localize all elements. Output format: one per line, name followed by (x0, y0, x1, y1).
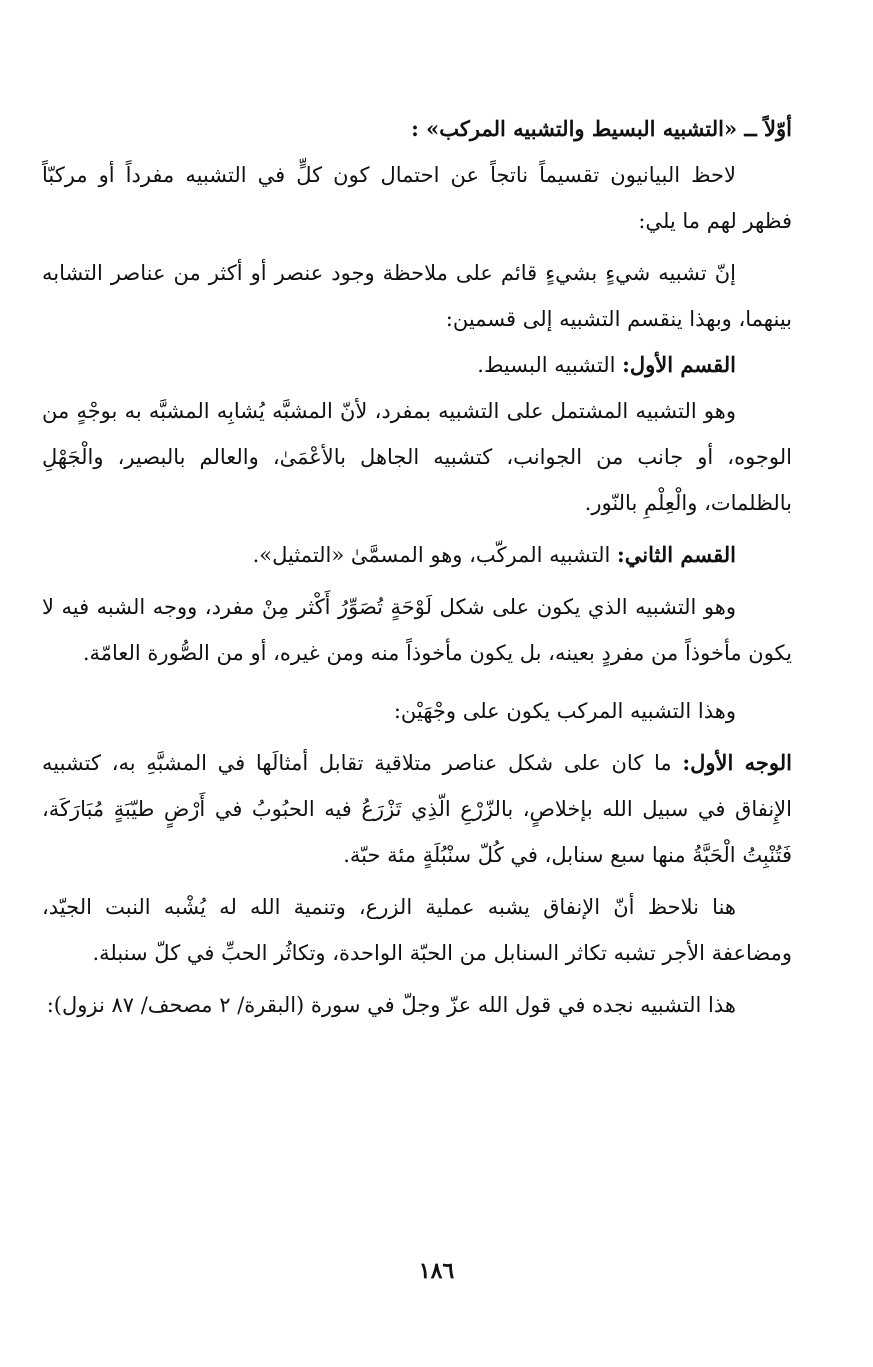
subsection-second-text: التشبيه المركّب، وهو المسمَّىٰ «التمثيل». (252, 543, 611, 567)
page-number: ١٨٦ (418, 1258, 455, 1284)
paragraph-simple-definition: وهو التشبيه المشتمل على التشبيه بمفرد، لأنّ المشبَّه يُشابِه المشبَّه به بوجْهٍ من الوجوه، أو جانب من الجوانب، كتشبيه الجاهل بالأعْمَىٰ، والعالم بالبصير، والْجَهْلِ بالظلمات، والْعِلْمِ بالنّور. (42, 399, 792, 515)
document-body (42, 106, 792, 1028)
first-form-label: الوجه الأول: (682, 750, 792, 775)
paragraph-explanation: هنا نلاحظ أنّ الإنفاق يشبه عملية الزرع، وتنمية الله له يُشْبه النبت الجيّد، ومضاعفة الأجر تشبه تكاثر السنابل من الحبّة الواحدة، وتكاثُر الحبِّ في كلّ سنبلة. (42, 895, 792, 965)
subsection-first-text: التشبيه البسيط. (477, 353, 616, 377)
first-form-text: ما كان على شكل عناصر متلاقية تقابل أمثالَها في المشبَّهِ به، كتشبيه الإِنفاق في سبيل الله بإخلاصٍ، بالزّرْعِ الّذِي تَزْرَعُ فيه الحبُوبُ في أَرْضٍ طيّبَةٍ مُبَارَكَة، فَتُنْبِتُ الْحَبَّةُ منها سبع سنابل، في كُلّ سنْبُلَةٍ مئة حبّة. (42, 751, 792, 867)
paragraph-compound-definition: وهو التشبيه الذي يكون على شكل لَوْحَةٍ تُصَوِّرُ أَكْثر مِنْ مفرد، ووجه الشبه فيه لا يكون مأخوذاً من مفردٍ بعينه، بل يكون مأخوذاً منه ومن غيره، أو من الصُّورة العامّة. (42, 595, 792, 665)
paragraph-first-form (42, 740, 792, 878)
paragraph-two-forms: وهذا التشبيه المركب يكون على وجْهَيْن: (393, 699, 736, 723)
paragraph-similarity: إنّ تشبيه شيءٍ بشيءٍ قائم على ملاحظة وجود عنصر أو أكثر من عناصر التشابه بينهما، وبهذا ينقسم التشبيه إلى قسمين: (42, 261, 792, 331)
paragraph-quran-reference: هذا التشبيه نجده في قول الله عزّ وجلّ في سورة (البقرة/ ٢ مصحف/ ٨٧ نزول): (46, 993, 736, 1017)
subsection-second-label: القسم الثاني: (617, 542, 736, 567)
subsection-second (42, 532, 792, 578)
section-heading (42, 106, 792, 152)
paragraph-intro: لاحظ البيانيون تقسيماً ناتجاً عن احتمال كون كلٍّ في التشبيه مفرداً أو مركبّاً فظهر لهم ما يلي: (42, 163, 792, 233)
heading-title: «التشبيه البسيط والتشبيه المركب» : (411, 116, 738, 141)
subsection-first (42, 342, 792, 388)
subsection-first-label: القسم الأول: (622, 352, 736, 377)
heading-lead: أوّلاً ــ (744, 116, 792, 141)
